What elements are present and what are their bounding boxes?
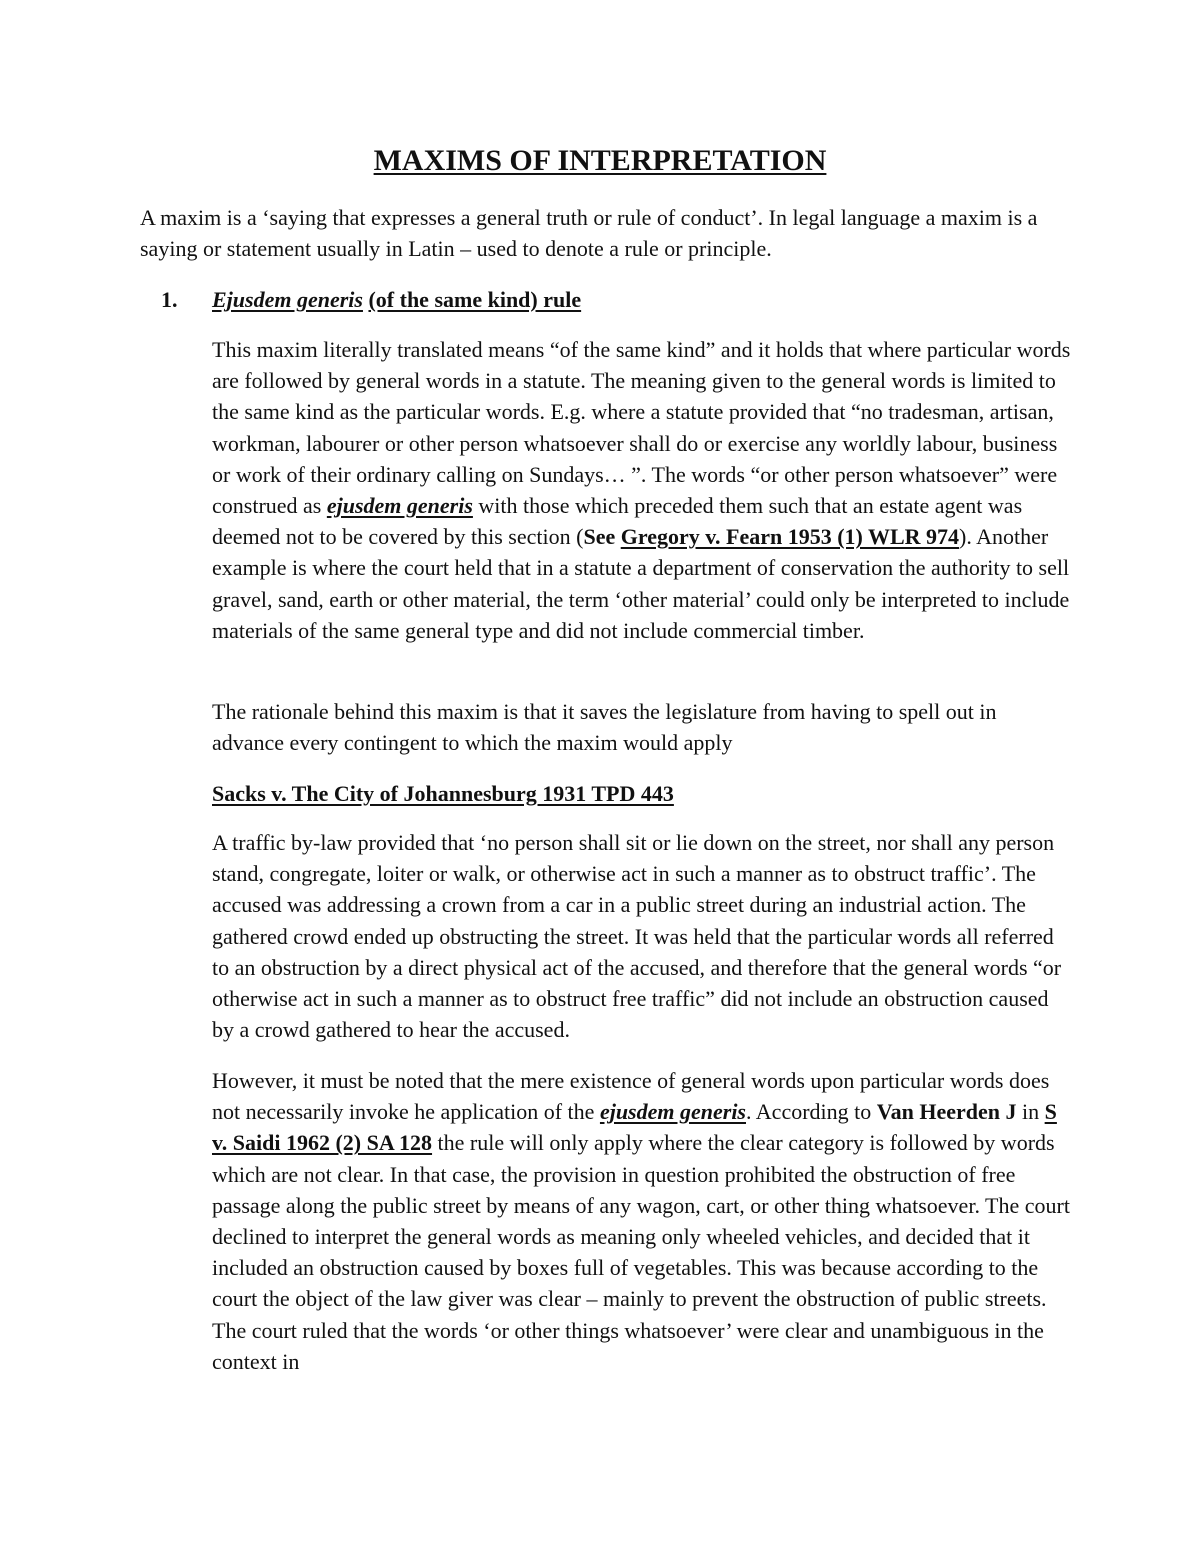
section-heading-rest: (of the same kind) rule <box>368 287 582 312</box>
latin-term: ejusdem generis <box>599 1099 746 1125</box>
case-heading: Sacks v. The City of Johannesburg 1931 TPD 443 <box>212 781 674 806</box>
text-run: with those which preceded them such that an estate agent was deemed not to be covered by this section ( <box>212 493 1023 550</box>
intro-paragraph: A maxim is a ‘saying that expresses a general truth or rule of conduct’. In legal language a maxim is a saying or statement usually in Latin – used to denote a rule or principle. <box>140 205 1038 262</box>
latin-term: ejusdem generis <box>326 493 473 519</box>
section-heading-latin: Ejusdem generis <box>212 287 363 312</box>
paragraph-case-facts: A traffic by-law provided that ‘no person shall sit or lie down on the street, nor shall any person stand, congregate, loiter or walk, or otherwise act in such a manner as to obstruct traffic’. The accused was addressing a crown from a car in a public street during an industrial action. The gathered crowd ended up obstructing the street. It was held that the particular words all referred to an obstruction by a direct physical act of the accused, and therefore that the general words “or otherwise act in such a manner as to obstruct free traffic” did not include an obstruction caused by a crowd gathered to hear the accused. <box>212 830 1062 1043</box>
case-citation: S v. Saidi 1962 (2) SA 128 <box>212 1099 1057 1156</box>
text-run: the rule will only apply where the clear category is followed by words which are not clear. In that case, the provision in question prohibited the obstruction of free passage along the public street by means of any wagon, cart, or other thing whatsoever. The court declined to interpret the general words as meaning only wheeled vehicles, and decided that it included an obstruction caused by boxes full of vegetables. This was because according to the court the object of the law giver was clear – mainly to prevent the obstruction of public streets. The court ruled that the words ‘or other things whatsoever’ were clear and unambiguous in the context in <box>212 1130 1070 1374</box>
text-run: . According to <box>746 1099 877 1125</box>
section-number: 1. <box>161 287 178 312</box>
page-title: MAXIMS OF INTERPRETATION <box>373 144 827 177</box>
case-citation: Gregory v. Fearn 1953 (1) WLR 974 <box>620 524 960 550</box>
text-run: However, it must be noted that the mere existence of general words upon particular words does not necessarily invoke he application of the <box>212 1068 1050 1125</box>
section-heading <box>161 284 581 315</box>
see-reference: See <box>583 524 616 550</box>
paragraph-definition <box>212 334 1072 646</box>
text-run: This maxim literally translated means “of the same kind” and it holds that where particular words are followed by general words in a statute. The meaning given to the general words is limited to the same kind as the particular words. E.g. where a statute provided that “no tradesman, artisan, workman, labourer or other person whatsoever shall do or exercise any worldly labour, business or work of their ordinary calling on Sundays… ”. The words “or other person whatsoever” were construed as <box>212 337 1071 519</box>
text-run: ). Another example is where the court held that in a statute a department of conservation the authority to sell gravel, sand, earth or other material, the term ‘other material’ could only be interpreted to include materials of the same general type and did not include commercial timber. <box>212 524 1070 643</box>
text-run: in <box>1016 1099 1045 1125</box>
paragraph-rationale: The rationale behind this maxim is that it saves the legislature from having to spell out in advance every contingent to which the maxim would apply <box>212 699 997 756</box>
judge-name: Van Heerden J <box>876 1099 1017 1125</box>
paragraph-limitation <box>212 1065 1072 1377</box>
